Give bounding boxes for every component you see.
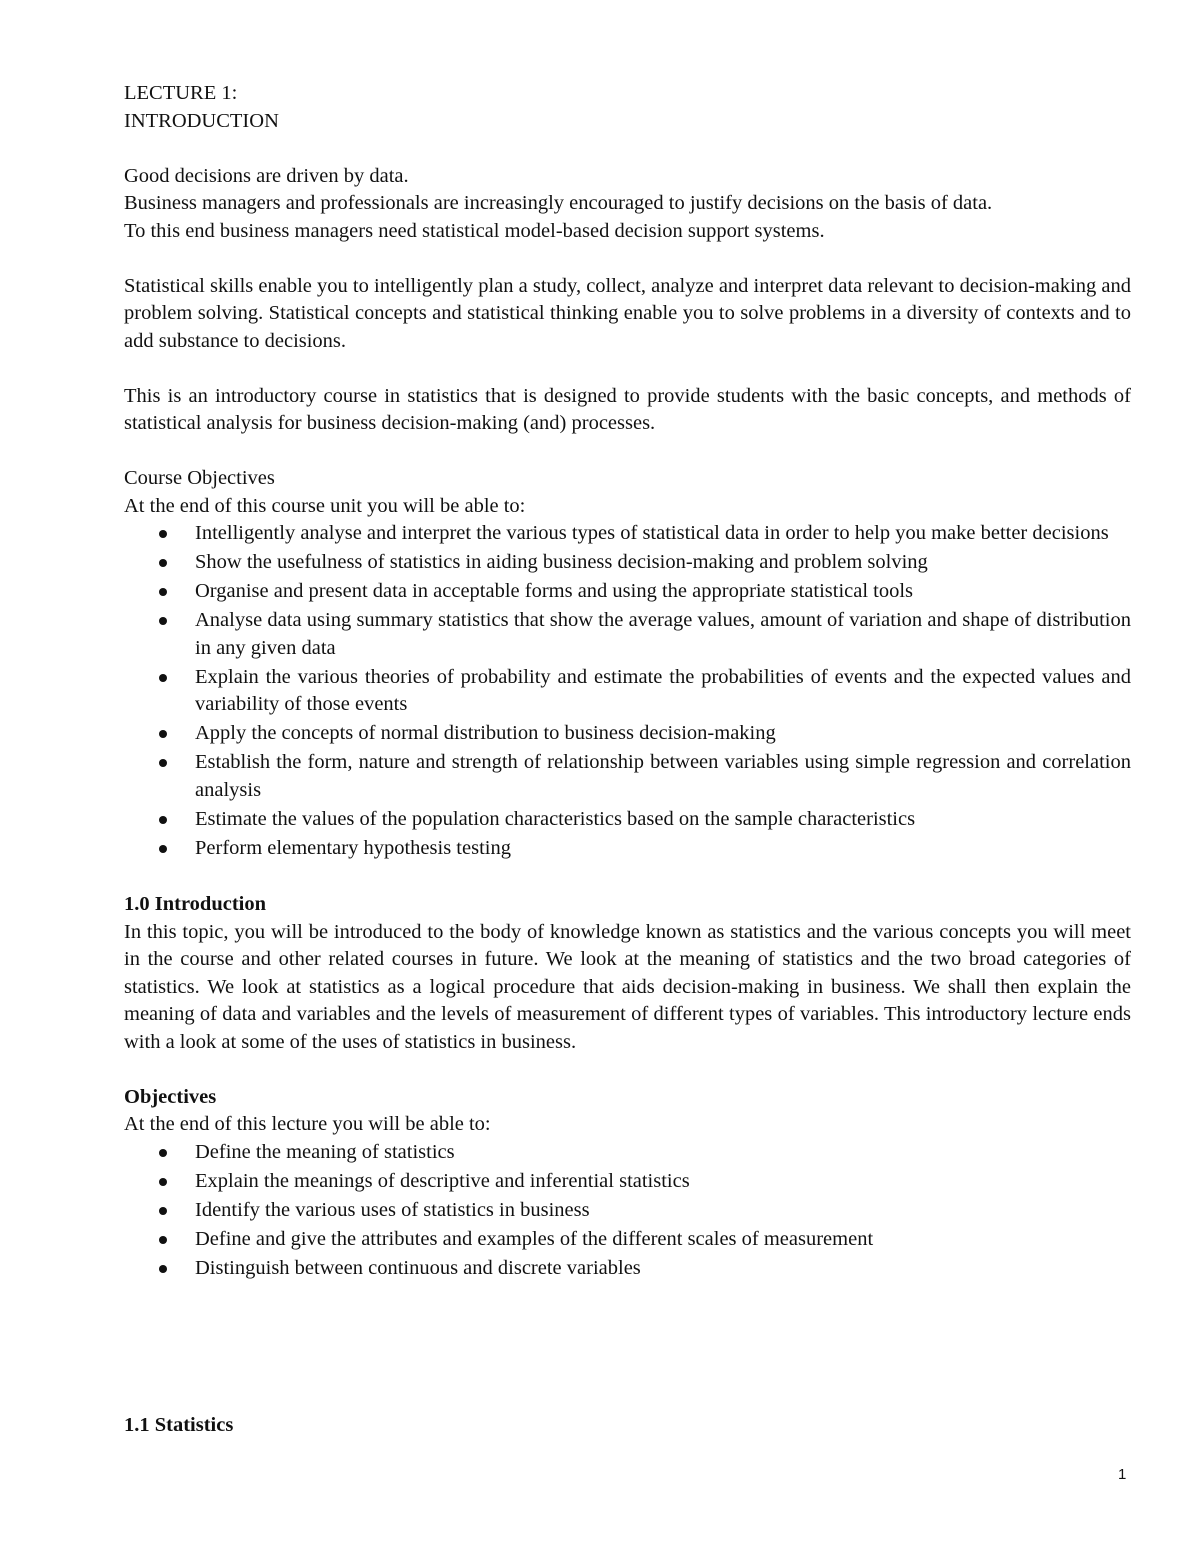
- list-item: Define and give the attributes and examples of the different scales of measurement: [124, 1226, 1131, 1254]
- intro-line: Good decisions are driven by data.: [124, 164, 409, 187]
- page-content: [124, 80, 1131, 1439]
- list-item: Apply the concepts of normal distribution to business decision-making: [124, 720, 1131, 748]
- bullet-icon: [159, 845, 167, 853]
- course-objectives-lead: At the end of this course unit you will be able to:: [124, 494, 526, 517]
- course-paragraph: This is an introductory course in statistics that is designed to provide students with the basic concepts, and methods of statistical analysis for business decision-making (and) processes.: [124, 384, 1131, 434]
- course-objectives-list: [124, 520, 1131, 862]
- objectives-heading: Objectives: [124, 1085, 217, 1108]
- bullet-icon: [159, 1207, 167, 1215]
- section-1-0-body: In this topic, you will be introduced to the body of knowledge known as statistics and the various concepts you will meet in the course and other related courses in future. We look at the meaning of statistics and the two broad categories of statistics. We look at statistics as a logical procedure that aids decision-making in business. We shall then explain the meaning of data and variables and the levels of measurement of different types of variables. This introductory lecture ends with a look at some of the uses of statistics in business.: [124, 920, 1131, 1053]
- lecture-label: LECTURE 1:: [124, 82, 238, 104]
- bullet-icon: [159, 1178, 167, 1186]
- list-item: Estimate the values of the population characteristics based on the sample characteristics: [124, 806, 1131, 834]
- list-item: Analyse data using summary statistics that show the average values, amount of variation and shape of distribution in any given data: [124, 607, 1131, 662]
- bullet-icon: [159, 530, 167, 538]
- bullet-icon: [159, 730, 167, 738]
- intro-line: To this end business managers need statistical model-based decision support systems.: [124, 219, 825, 242]
- intro-line: Business managers and professionals are increasingly encouraged to justify decisions on the basis of data.: [124, 192, 993, 214]
- bullet-icon: [159, 674, 167, 682]
- list-item: Identify the various uses of statistics in business: [124, 1197, 1131, 1225]
- bullet-icon: [159, 1236, 167, 1244]
- list-item: Organise and present data in acceptable forms and using the appropriate statistical tools: [124, 578, 1131, 606]
- section-1-0-heading: 1.0 Introduction: [124, 893, 267, 915]
- list-item: Distinguish between continuous and discrete variables: [124, 1255, 1131, 1283]
- bullet-icon: [159, 559, 167, 567]
- objectives-list: [124, 1139, 1131, 1283]
- lecture-title: INTRODUCTION: [124, 109, 279, 132]
- bullet-icon: [159, 1265, 167, 1273]
- list-item: Show the usefulness of statistics in aiding business decision-making and problem solving: [124, 549, 1131, 577]
- course-objectives-heading: Course Objectives: [124, 467, 275, 489]
- objectives-lead: At the end of this lecture you will be able to:: [124, 1113, 491, 1135]
- skills-paragraph: Statistical skills enable you to intelligently plan a study, collect, analyze and interpret data relevant to decision-making and problem solving. Statistical concepts and statistical thinking enable you to solve problems in a diversity of contexts and to add substance to decisions.: [124, 274, 1131, 352]
- bullet-icon: [159, 816, 167, 824]
- bullet-icon: [159, 759, 167, 767]
- bullet-icon: [159, 588, 167, 596]
- bullet-icon: [159, 1149, 167, 1157]
- list-item: Perform elementary hypothesis testing: [124, 835, 1131, 863]
- list-item: Establish the form, nature and strength of relationship between variables using simple regression and correlation analysis: [124, 749, 1131, 804]
- list-item: Intelligently analyse and interpret the various types of statistical data in order to help you make better decisions: [124, 520, 1131, 548]
- list-item: Explain the various theories of probability and estimate the probabilities of events and the expected values and variability of those events: [124, 664, 1131, 719]
- page-number: 1: [1118, 1466, 1127, 1483]
- list-item: Define the meaning of statistics: [124, 1139, 1131, 1167]
- section-1-1-heading: 1.1 Statistics: [124, 1413, 234, 1436]
- list-item: Explain the meanings of descriptive and inferential statistics: [124, 1168, 1131, 1196]
- bullet-icon: [159, 617, 167, 625]
